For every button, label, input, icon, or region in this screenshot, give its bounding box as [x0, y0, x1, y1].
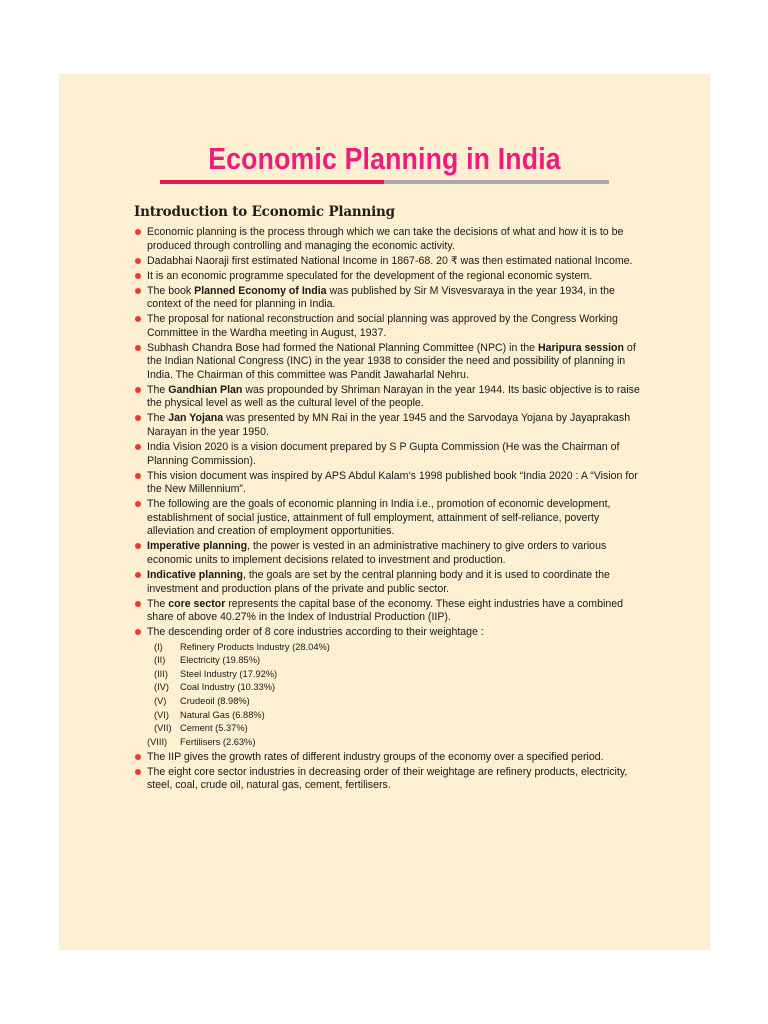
item-text: It is an economic programme speculated for the development of the regional economic system.: [147, 269, 593, 282]
bullet-dot-icon: [135, 316, 141, 322]
item-text: Dadabhai Naoraji first estimated National Income in 1867-68. 20 ₹ was then estimated national Income.: [147, 254, 633, 267]
core-industry-item: [147, 641, 644, 655]
item-text: The IIP gives the growth rates of different industry groups of the economy over a specified period.: [147, 750, 604, 763]
core-industry-item: [147, 736, 644, 750]
item-text: was propounded by Shriman Narayan in the year 1944. Its basic objective is to raise the physical level as well as the cultural level of the people.: [147, 383, 640, 410]
item-text: The book: [147, 284, 195, 297]
core-industry-text: Steel Industry (17.92%): [180, 668, 278, 679]
list-item: [134, 766, 644, 793]
core-industry-item: [147, 722, 644, 736]
item-text: Subhash Chandra Bose had formed the National Planning Committee (NPC) in the: [147, 341, 539, 354]
bullet-dot-icon: [135, 543, 141, 549]
item-bold-term: Planned Economy of India: [194, 284, 327, 297]
page-title: Economic Planning in India: [208, 141, 561, 176]
item-bold-term: Indicative planning: [147, 568, 243, 581]
bullet-dot-icon: [135, 769, 141, 775]
item-text: , the power is vested in an administrative machinery to give orders to various economic units to implement decisions related to investment and production.: [147, 540, 607, 566]
list-item: [134, 384, 644, 411]
core-industry-item: [147, 695, 644, 709]
bullet-dot-icon: [135, 629, 141, 635]
item-text: The descending order of 8 core industries according to their weightage :: [147, 626, 484, 639]
list-item: [134, 626, 644, 749]
list-item: [134, 569, 644, 596]
core-industry-item: [147, 681, 644, 695]
roman-numeral: (V): [154, 696, 167, 707]
item-text: India Vision 2020 is a vision document prepared by S P Gupta Commission (He was the Chairman of Planning Commission).: [147, 441, 620, 467]
core-industry-text: Coal Industry (10.33%): [180, 682, 276, 693]
bullet-dot-icon: [135, 572, 141, 578]
core-industry-item: [147, 709, 644, 723]
item-bold-term: core sector: [168, 597, 226, 610]
item-text: was presented by MN Rai in the year 1945 and the Sarvodaya Yojana by Jayaprakash Narayan in the year 1950.: [147, 412, 631, 439]
list-item: [134, 342, 644, 383]
list-item: [134, 270, 644, 284]
item-text: Economic planning is the process through which we can take the decisions of what and how it is to be produced through controlling and managing the economic activity.: [147, 226, 624, 252]
item-text: was published by Sir M Visvesvaraya in the year 1934, in the context of the need for planning in India.: [147, 284, 615, 311]
bullet-dot-icon: [135, 288, 141, 294]
core-industry-text: Natural Gas (6.88%): [180, 709, 265, 720]
core-industry-text: Fertilisers (2.63%): [180, 736, 256, 747]
bullet-dot-icon: [135, 444, 141, 450]
item-text: This vision document was inspired by APS Abdul Kalam’s 1998 published book “India 2020 : A “Vision for the New Millennium”.: [147, 469, 638, 496]
section-heading: Introduction to Economic Planning: [134, 204, 395, 220]
roman-numeral: (II): [154, 655, 166, 666]
bullet-dot-icon: [135, 601, 141, 607]
item-bold-term: Jan Yojana: [168, 412, 224, 425]
item-bold-term: Gandhian Plan: [168, 383, 243, 396]
roman-numeral: (III): [154, 668, 168, 679]
item-text: , the goals are set by the central planning body and it is used to coordinate the investment and production plans of the private and public sector.: [147, 568, 610, 595]
core-industry-item: [147, 654, 644, 668]
list-item: [134, 285, 644, 312]
roman-numeral: (IV): [154, 682, 169, 693]
roman-numeral: (VI): [154, 709, 169, 720]
core-industries-list: [147, 641, 644, 750]
list-item: [134, 470, 644, 497]
list-item: [134, 226, 644, 253]
roman-numeral: (VII): [154, 723, 172, 734]
list-item: [134, 540, 644, 567]
roman-numeral: (VIII): [147, 736, 168, 747]
item-text: of the Indian National Congress (INC) in the year 1938 to consider the need and possibility of planning in India. The Chairman of this committee was Pandit Jawaharlal Nehru.: [147, 341, 636, 381]
document-page: [59, 74, 710, 950]
list-item: [134, 313, 644, 340]
title-underline: [160, 180, 609, 184]
item-text: The: [147, 383, 169, 396]
item-text: The proposal for national reconstruction and social planning was approved by the Congress Working Committee in the Wardha meeting in August, 1937.: [147, 313, 618, 339]
core-industry-text: Crudeoil (8.98%): [180, 696, 250, 707]
bullet-dot-icon: [135, 415, 141, 421]
bullet-dot-icon: [135, 473, 141, 479]
bullet-dot-icon: [135, 387, 141, 393]
title-underline-accent: [160, 180, 384, 184]
core-industry-text: Cement (5.37%): [180, 723, 248, 734]
list-item: [134, 255, 644, 269]
bullet-dot-icon: [135, 754, 141, 760]
bullet-dot-icon: [135, 258, 141, 264]
list-item: [134, 441, 644, 468]
bullet-dot-icon: [135, 345, 141, 351]
item-text: The: [147, 597, 169, 610]
bullet-dot-icon: [135, 229, 141, 235]
core-industry-text: Electricity (19.85%): [180, 655, 261, 666]
bullet-list: [134, 226, 644, 794]
roman-numeral: (I): [154, 641, 163, 652]
title-underline-grey: [384, 180, 609, 184]
item-text: The: [147, 412, 169, 425]
item-bold-term: Imperative planning: [147, 540, 248, 553]
bullet-dot-icon: [135, 501, 141, 507]
list-item: [134, 412, 644, 439]
list-item: [134, 498, 644, 539]
core-industry-text: Refinery Products Industry (28.04%): [180, 641, 330, 652]
core-industry-item: [147, 668, 644, 682]
bullet-dot-icon: [135, 273, 141, 279]
list-item: [134, 598, 644, 625]
item-text: The eight core sector industries in decreasing order of their weightage are refinery products, electricity, steel, coal, crude oil, natural gas, cement, fertilisers.: [147, 765, 628, 792]
item-text: The following are the goals of economic planning in India i.e., promotion of economic development, establishment of social justice, attainment of full employment, attainment of self-reliance, poverty alleviation and creation of employment opportunities.: [147, 498, 611, 538]
list-item: [134, 751, 644, 765]
item-text: represents the capital base of the economy. These eight industries have a combined share of above 40.27% in the Index of Industrial Production (IIP).: [147, 597, 624, 624]
item-bold-term: Haripura session: [538, 341, 624, 354]
